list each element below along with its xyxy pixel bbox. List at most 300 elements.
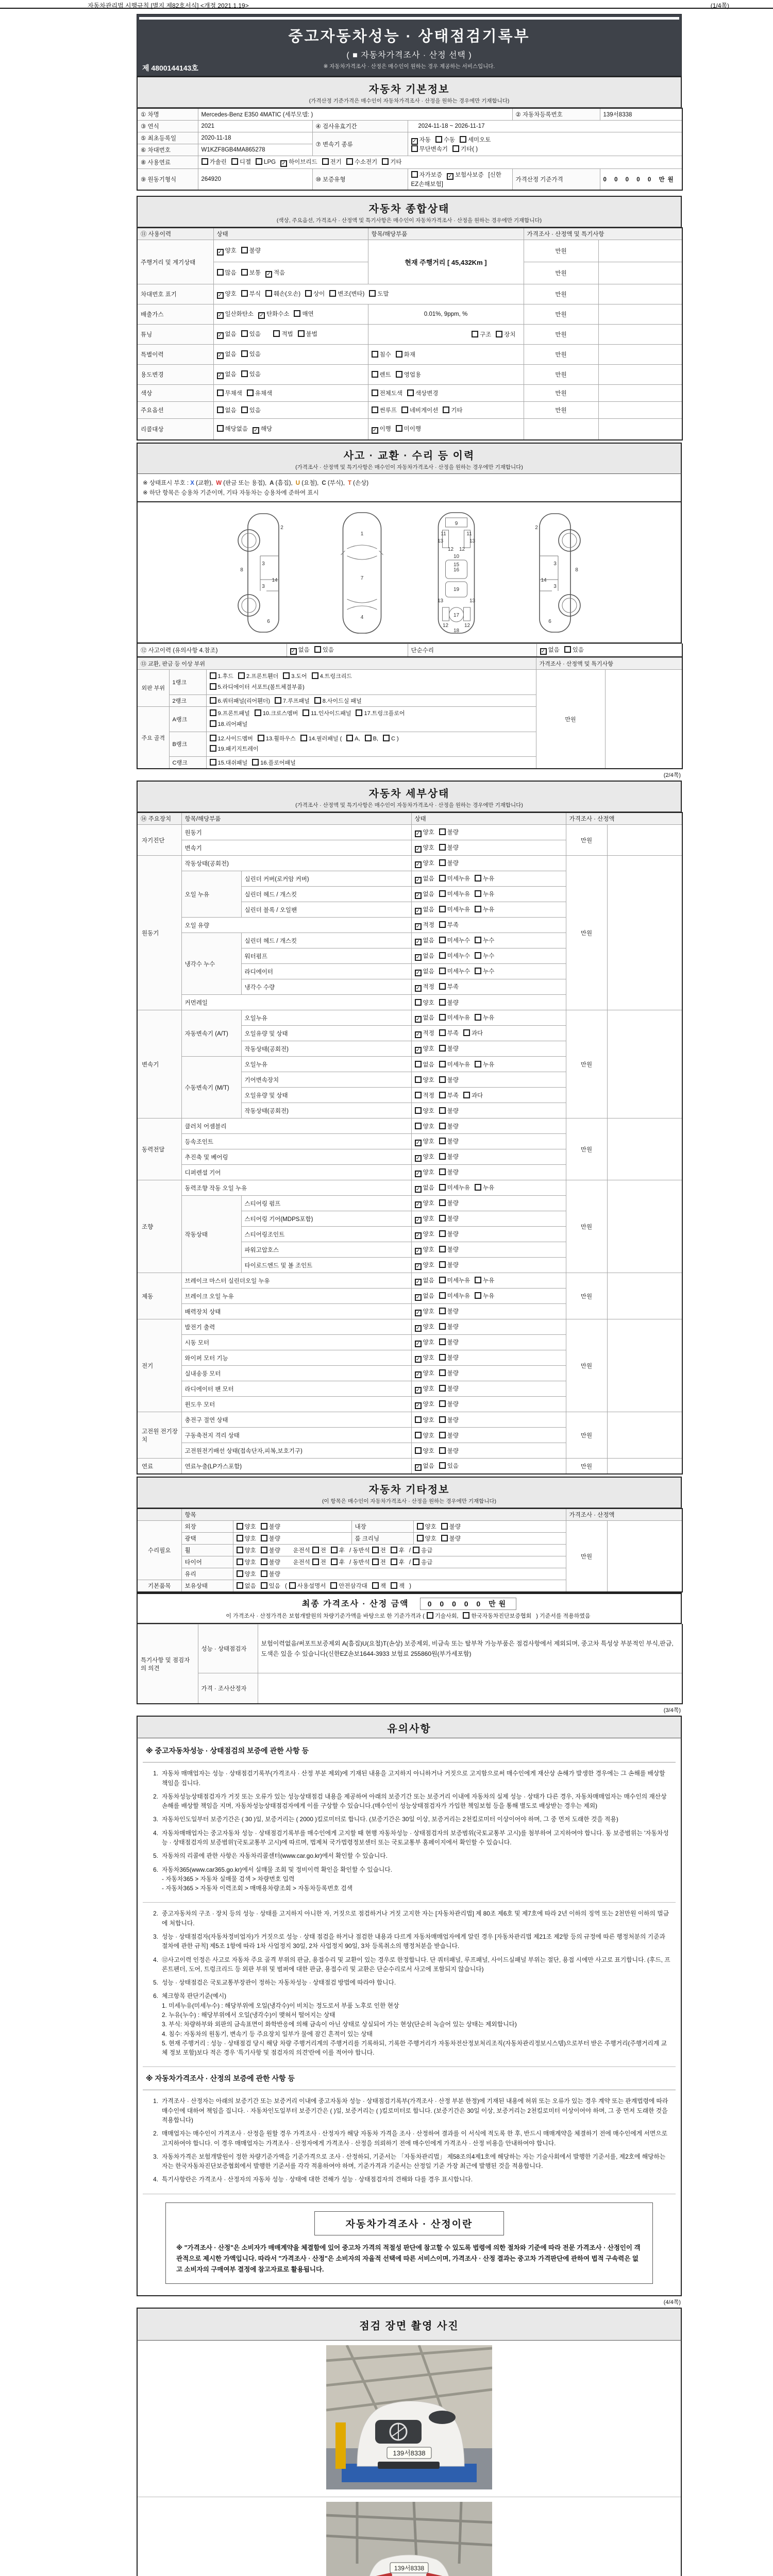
unchecked-checkbox-icon[interactable] — [415, 1076, 422, 1083]
checkbox-option[interactable]: 9.프론트패널 — [210, 710, 250, 717]
checkbox-option[interactable]: 불량 — [439, 1046, 459, 1052]
unchecked-checkbox-icon[interactable] — [475, 890, 481, 897]
unchecked-checkbox-icon[interactable] — [439, 1261, 446, 1268]
checkbox-option[interactable]: 미세누유 — [439, 1278, 470, 1284]
checkbox-option[interactable]: 5.라디에이터 서포트(볼트체결부품) — [210, 684, 305, 690]
checkbox-option[interactable]: 기타 — [443, 408, 462, 414]
unchecked-checkbox-icon[interactable] — [241, 406, 248, 413]
checkbox-option[interactable]: 네비게이션 — [401, 408, 439, 414]
unchecked-checkbox-icon[interactable] — [237, 1535, 243, 1541]
unchecked-checkbox-icon[interactable] — [439, 828, 446, 835]
unchecked-checkbox-icon[interactable] — [396, 371, 402, 378]
checkbox-option[interactable]: 응급 — [413, 1560, 432, 1566]
checkbox-option[interactable]: 누유 — [475, 876, 494, 882]
checkbox-option[interactable]: 불량 — [439, 1231, 459, 1238]
unchecked-checkbox-icon[interactable] — [439, 1045, 446, 1052]
checkbox-option[interactable]: 자가보증 — [411, 172, 442, 178]
checkbox-option[interactable]: 전체도색 — [372, 391, 402, 397]
checkbox-option[interactable]: B, — [365, 736, 378, 742]
checkbox-option[interactable]: 불량 — [261, 1548, 280, 1554]
checkbox-option[interactable]: 불법 — [298, 331, 317, 337]
checkbox-option[interactable]: ✓ 없음 — [415, 876, 434, 882]
checkbox-option[interactable]: 양호 — [415, 1433, 434, 1439]
checkbox-option[interactable]: 부족 — [439, 984, 459, 990]
unchecked-checkbox-icon[interactable] — [463, 1092, 470, 1098]
unchecked-checkbox-icon[interactable] — [439, 1215, 446, 1222]
checkbox-option[interactable]: 7.루프패널 — [275, 698, 310, 704]
checkbox-option[interactable]: 불량 — [439, 1216, 459, 1222]
checked-checkbox-icon[interactable]: ✓ — [415, 1140, 422, 1146]
unchecked-checkbox-icon[interactable] — [439, 890, 446, 897]
checkbox-option[interactable]: 양호 — [237, 1560, 256, 1566]
checkbox-option[interactable]: ✓ 양호 — [415, 1386, 434, 1392]
checkbox-option[interactable]: ✓ 일산화탄소 — [217, 311, 254, 317]
checkbox-option[interactable]: 불량 — [439, 1448, 459, 1454]
unchecked-checkbox-icon[interactable] — [330, 1582, 337, 1589]
checkbox-option[interactable]: 과다 — [463, 1093, 483, 1099]
unchecked-checkbox-icon[interactable] — [261, 1582, 267, 1589]
unchecked-checkbox-icon[interactable] — [439, 1462, 446, 1469]
checkbox-option[interactable]: 8.사이드실 패널 — [314, 698, 362, 704]
checkbox-option[interactable]: 적정 — [415, 1093, 434, 1099]
unchecked-checkbox-icon[interactable] — [252, 759, 259, 766]
checkbox-option[interactable]: 썬루프 — [372, 408, 397, 414]
unchecked-checkbox-icon[interactable] — [439, 1354, 446, 1361]
checked-checkbox-icon[interactable]: ✓ — [415, 1310, 422, 1316]
checkbox-option[interactable]: 불량 — [439, 1433, 459, 1439]
unchecked-checkbox-icon[interactable] — [261, 1547, 267, 1553]
unchecked-checkbox-icon[interactable] — [439, 952, 446, 959]
checkbox-option[interactable]: 전 — [372, 1548, 386, 1554]
checkbox-option[interactable]: 양호 — [417, 1524, 436, 1530]
unchecked-checkbox-icon[interactable] — [475, 1061, 481, 1067]
checked-checkbox-icon[interactable]: ✓ — [415, 970, 422, 976]
unchecked-checkbox-icon[interactable] — [439, 1369, 446, 1376]
unchecked-checkbox-icon[interactable] — [238, 672, 245, 679]
unchecked-checkbox-icon[interactable] — [439, 921, 446, 928]
unchecked-checkbox-icon[interactable] — [356, 709, 362, 716]
unchecked-checkbox-icon[interactable] — [475, 968, 481, 974]
unchecked-checkbox-icon[interactable] — [427, 1612, 433, 1619]
checked-checkbox-icon[interactable]: ✓ — [415, 1201, 422, 1208]
unchecked-checkbox-icon[interactable] — [372, 1582, 379, 1589]
checkbox-option[interactable]: 있음 — [564, 647, 584, 653]
unchecked-checkbox-icon[interactable] — [312, 1558, 319, 1565]
checkbox-option[interactable]: 불량 — [439, 1340, 459, 1346]
checkbox-option[interactable]: ✓ 양호 — [415, 1340, 434, 1346]
unchecked-checkbox-icon[interactable] — [237, 1523, 243, 1530]
checkbox-option[interactable]: 양호 — [415, 1124, 434, 1130]
checkbox-option[interactable]: 도말 — [369, 291, 389, 297]
unchecked-checkbox-icon[interactable] — [241, 269, 248, 276]
checkbox-option[interactable]: 유채색 — [247, 391, 272, 397]
checkbox-option[interactable]: 4.트렁크리드 — [312, 673, 352, 680]
unchecked-checkbox-icon[interactable] — [331, 1547, 338, 1553]
checkbox-option[interactable]: 후 — [391, 1548, 405, 1554]
checked-checkbox-icon[interactable]: ✓ — [258, 312, 265, 319]
checked-checkbox-icon[interactable]: ✓ — [415, 1387, 422, 1394]
unchecked-checkbox-icon[interactable] — [210, 759, 216, 766]
unchecked-checkbox-icon[interactable] — [439, 1123, 446, 1129]
checkbox-option[interactable]: 응급 — [413, 1548, 432, 1554]
checkbox-option[interactable]: 사용설명서 — [289, 1583, 326, 1589]
checkbox-option[interactable]: 누유 — [475, 1185, 494, 1191]
unchecked-checkbox-icon[interactable] — [289, 1582, 296, 1589]
checkbox-option[interactable]: ✓ 없음 — [415, 969, 434, 975]
unchecked-checkbox-icon[interactable] — [365, 735, 372, 741]
unchecked-checkbox-icon[interactable] — [415, 1123, 422, 1129]
checkbox-option[interactable]: 6.쿼터패널(리어휀더) — [210, 698, 271, 704]
checkbox-option[interactable]: ✓ 없음 — [415, 938, 434, 944]
unchecked-checkbox-icon[interactable] — [372, 1547, 379, 1553]
unchecked-checkbox-icon[interactable] — [415, 1416, 422, 1423]
checked-checkbox-icon[interactable]: ✓ — [253, 427, 259, 434]
unchecked-checkbox-icon[interactable] — [439, 1168, 446, 1175]
checkbox-option[interactable]: 누유 — [475, 1015, 494, 1021]
checkbox-option[interactable]: ✓ 양호 — [415, 829, 434, 836]
unchecked-checkbox-icon[interactable] — [210, 735, 216, 741]
unchecked-checkbox-icon[interactable] — [241, 330, 248, 337]
checkbox-option[interactable]: 10.크로스멤버 — [255, 710, 298, 717]
unchecked-checkbox-icon[interactable] — [475, 952, 481, 959]
checkbox-option[interactable]: 부식 — [241, 291, 261, 297]
unchecked-checkbox-icon[interactable] — [294, 310, 300, 317]
checkbox-option[interactable]: 색상변경 — [407, 391, 438, 397]
unchecked-checkbox-icon[interactable] — [283, 672, 290, 679]
checkbox-option[interactable]: 14.필러패널 ( — [300, 736, 342, 742]
checkbox-option[interactable]: 19.패키지트레이 — [210, 746, 259, 752]
checkbox-option[interactable]: 양호 — [237, 1536, 256, 1542]
checked-checkbox-icon[interactable]: ✓ — [415, 831, 422, 837]
checkbox-option[interactable]: 불량 — [439, 1200, 459, 1207]
unchecked-checkbox-icon[interactable] — [439, 1107, 446, 1114]
checked-checkbox-icon[interactable]: ✓ — [415, 1464, 422, 1471]
unchecked-checkbox-icon[interactable] — [415, 1107, 422, 1114]
unchecked-checkbox-icon[interactable] — [439, 1432, 446, 1438]
checkbox-option[interactable]: 미세누유 — [439, 907, 470, 913]
checkbox-option[interactable]: ✓ 적정 — [415, 922, 434, 928]
checkbox-option[interactable]: 보통 — [241, 270, 261, 276]
checkbox-option[interactable]: 적법 — [273, 331, 293, 337]
checked-checkbox-icon[interactable]: ✓ — [415, 1263, 422, 1270]
unchecked-checkbox-icon[interactable] — [413, 1547, 419, 1553]
checkbox-option[interactable]: 과다 — [463, 1030, 483, 1037]
unchecked-checkbox-icon[interactable] — [475, 1292, 481, 1299]
checkbox-option[interactable]: 양호 — [237, 1524, 256, 1530]
unchecked-checkbox-icon[interactable] — [475, 937, 481, 943]
checkbox-option[interactable]: 불량 — [261, 1536, 280, 1542]
checkbox-option[interactable]: 많음 — [217, 270, 237, 276]
unchecked-checkbox-icon[interactable] — [463, 1029, 470, 1036]
checkbox-option[interactable]: ✓ 양호 — [415, 845, 434, 851]
unchecked-checkbox-icon[interactable] — [439, 1092, 446, 1098]
unchecked-checkbox-icon[interactable] — [217, 406, 224, 413]
checkbox-option[interactable]: 없음 — [415, 1062, 434, 1068]
unchecked-checkbox-icon[interactable] — [396, 351, 402, 358]
checkbox-option[interactable]: 양호 — [415, 1417, 434, 1423]
unchecked-checkbox-icon[interactable] — [265, 290, 272, 297]
checkbox-option[interactable]: 불량 — [439, 1262, 459, 1268]
checkbox-option[interactable]: 후 — [391, 1560, 405, 1566]
unchecked-checkbox-icon[interactable] — [237, 1558, 243, 1565]
checkbox-option[interactable]: ✓ 없음 — [415, 1278, 434, 1284]
unchecked-checkbox-icon[interactable] — [383, 735, 390, 741]
unchecked-checkbox-icon[interactable] — [475, 1014, 481, 1021]
checkbox-option[interactable]: 전 — [312, 1560, 326, 1566]
checkbox-option[interactable]: ✓ 자동 — [411, 137, 431, 143]
unchecked-checkbox-icon[interactable] — [439, 859, 446, 866]
unchecked-checkbox-icon[interactable] — [475, 1184, 481, 1191]
checkbox-option[interactable]: ✓ 양호 — [217, 291, 237, 297]
checkbox-option[interactable]: 있음 — [261, 1583, 280, 1589]
unchecked-checkbox-icon[interactable] — [452, 145, 459, 152]
checkbox-option[interactable]: 후 — [331, 1560, 345, 1566]
checkbox-option[interactable]: 기타 — [382, 159, 401, 165]
checkbox-option[interactable]: 가솔린 — [201, 159, 227, 165]
unchecked-checkbox-icon[interactable] — [439, 1385, 446, 1392]
checkbox-option[interactable]: 15.대쉬패널 — [210, 760, 248, 766]
checkbox-option[interactable]: 누유 — [475, 1062, 494, 1068]
checkbox-option[interactable]: 누유 — [475, 907, 494, 913]
checkbox-option[interactable]: 미세누유 — [439, 1015, 470, 1021]
unchecked-checkbox-icon[interactable] — [346, 735, 353, 741]
checked-checkbox-icon[interactable]: ✓ — [415, 877, 422, 884]
checkbox-option[interactable]: ✓ 없음 — [217, 351, 237, 358]
checkbox-option[interactable]: 양호 — [415, 1000, 434, 1006]
checked-checkbox-icon[interactable]: ✓ — [415, 1016, 422, 1023]
unchecked-checkbox-icon[interactable] — [382, 158, 389, 165]
unchecked-checkbox-icon[interactable] — [411, 171, 418, 178]
unchecked-checkbox-icon[interactable] — [415, 1432, 422, 1438]
checkbox-option[interactable]: 누수 — [475, 953, 494, 959]
checkbox-option[interactable]: 훼손(오손) — [265, 291, 300, 297]
checkbox-option[interactable]: 누유 — [475, 891, 494, 897]
checkbox-option[interactable]: ✓ 양호 — [415, 1309, 434, 1315]
unchecked-checkbox-icon[interactable] — [391, 1582, 397, 1589]
checkbox-option[interactable]: 양호 — [237, 1548, 256, 1554]
checkbox-option[interactable]: 불량 — [439, 1309, 459, 1315]
checkbox-option[interactable]: ✓ 양호 — [415, 1139, 434, 1145]
checkbox-option[interactable]: 2.프론트휀더 — [238, 673, 278, 680]
unchecked-checkbox-icon[interactable] — [303, 709, 309, 716]
unchecked-checkbox-icon[interactable] — [273, 330, 280, 337]
checked-checkbox-icon[interactable]: ✓ — [415, 1248, 422, 1255]
unchecked-checkbox-icon[interactable] — [217, 425, 224, 432]
unchecked-checkbox-icon[interactable] — [210, 683, 216, 690]
checkbox-option[interactable]: 불량 — [439, 1324, 459, 1330]
checkbox-option[interactable]: 있음 — [439, 1463, 459, 1469]
unchecked-checkbox-icon[interactable] — [439, 1199, 446, 1206]
unchecked-checkbox-icon[interactable] — [439, 1184, 446, 1191]
checkbox-option[interactable]: 불량 — [439, 1417, 459, 1423]
unchecked-checkbox-icon[interactable] — [312, 672, 318, 679]
checkbox-option[interactable]: 3.도어 — [283, 673, 307, 680]
unchecked-checkbox-icon[interactable] — [415, 1061, 422, 1067]
checkbox-option[interactable]: ✓ 없음 — [415, 907, 434, 913]
unchecked-checkbox-icon[interactable] — [475, 875, 481, 882]
checkbox-option[interactable]: ✓ 양호 — [415, 1200, 434, 1207]
unchecked-checkbox-icon[interactable] — [258, 735, 264, 741]
checked-checkbox-icon[interactable]: ✓ — [415, 861, 422, 868]
checked-checkbox-icon[interactable]: ✓ — [415, 923, 422, 930]
checkbox-option[interactable]: 불량 — [439, 1170, 459, 1176]
unchecked-checkbox-icon[interactable] — [372, 389, 378, 396]
checkbox-option[interactable]: 세미오토 — [460, 137, 491, 143]
checkbox-option[interactable]: ✓ 없음 — [415, 1185, 434, 1191]
checkbox-option[interactable]: 1.후드 — [210, 673, 233, 680]
checked-checkbox-icon[interactable]: ✓ — [415, 908, 422, 914]
unchecked-checkbox-icon[interactable] — [417, 1523, 424, 1530]
checkbox-option[interactable]: ✓ 없음 — [415, 1015, 434, 1021]
checkbox-option[interactable]: ✓ 양호 — [415, 1231, 434, 1238]
checked-checkbox-icon[interactable]: ✓ — [415, 1325, 422, 1332]
checkbox-option[interactable]: ✓ 양호 — [415, 1324, 434, 1330]
unchecked-checkbox-icon[interactable] — [305, 290, 312, 297]
checkbox-option[interactable]: 미세누유 — [439, 891, 470, 897]
unchecked-checkbox-icon[interactable] — [439, 1061, 446, 1067]
checkbox-option[interactable]: 잭 — [372, 1583, 386, 1589]
checkbox-option[interactable]: 있음 — [241, 331, 261, 337]
checkbox-option[interactable]: ✓ 적정 — [415, 984, 434, 990]
checkbox-option[interactable]: 부족 — [439, 1093, 459, 1099]
unchecked-checkbox-icon[interactable] — [439, 875, 446, 882]
unchecked-checkbox-icon[interactable] — [439, 906, 446, 912]
checkbox-option[interactable]: 수소전기 — [346, 159, 377, 165]
checkbox-option[interactable]: ✓ 없음 — [415, 1293, 434, 1299]
checkbox-option[interactable]: 불량 — [439, 1386, 459, 1392]
checkbox-option[interactable]: 영업용 — [396, 372, 421, 378]
unchecked-checkbox-icon[interactable] — [415, 1447, 422, 1454]
checkbox-option[interactable]: ✓ 탄화수소 — [258, 311, 289, 317]
checkbox-option[interactable]: 불량 — [261, 1560, 280, 1566]
checkbox-option[interactable]: 침수 — [372, 352, 391, 358]
unchecked-checkbox-icon[interactable] — [401, 406, 408, 413]
unchecked-checkbox-icon[interactable] — [237, 1570, 243, 1577]
unchecked-checkbox-icon[interactable] — [439, 1230, 446, 1237]
unchecked-checkbox-icon[interactable] — [298, 330, 305, 337]
checkbox-option[interactable]: ✓ 양호 — [415, 1046, 434, 1052]
checkbox-option[interactable]: 상이 — [305, 291, 325, 297]
unchecked-checkbox-icon[interactable] — [439, 937, 446, 943]
checkbox-option[interactable]: 불량 — [441, 1536, 461, 1542]
checked-checkbox-icon[interactable]: ✓ — [217, 312, 224, 319]
checkbox-option[interactable]: 무단변속기 — [411, 146, 448, 152]
checkbox-option[interactable]: ✓ 양호 — [217, 248, 237, 254]
unchecked-checkbox-icon[interactable] — [396, 425, 402, 432]
checkbox-option[interactable]: 미세누유 — [439, 1185, 470, 1191]
unchecked-checkbox-icon[interactable] — [331, 1558, 338, 1565]
unchecked-checkbox-icon[interactable] — [439, 1029, 446, 1036]
checkbox-option[interactable]: 불량 — [439, 1077, 459, 1083]
unchecked-checkbox-icon[interactable] — [439, 999, 446, 1006]
unchecked-checkbox-icon[interactable] — [439, 1416, 446, 1423]
checked-checkbox-icon[interactable]: ✓ — [415, 1031, 422, 1038]
checked-checkbox-icon[interactable]: ✓ — [415, 1232, 422, 1239]
unchecked-checkbox-icon[interactable] — [439, 1400, 446, 1407]
unchecked-checkbox-icon[interactable] — [346, 158, 353, 165]
unchecked-checkbox-icon[interactable] — [300, 735, 307, 741]
checked-checkbox-icon[interactable]: ✓ — [372, 427, 378, 434]
checkbox-option[interactable]: ✓ 양호 — [415, 1247, 434, 1253]
unchecked-checkbox-icon[interactable] — [329, 290, 336, 297]
checkbox-option[interactable]: 양호 — [415, 1077, 434, 1083]
unchecked-checkbox-icon[interactable] — [275, 697, 281, 704]
unchecked-checkbox-icon[interactable] — [261, 1558, 267, 1565]
checkbox-option[interactable]: ✓ 양호 — [415, 860, 434, 867]
checkbox-option[interactable]: 미세누수 — [439, 953, 470, 959]
checkbox-option[interactable]: 불량 — [439, 1401, 459, 1408]
checkbox-option[interactable]: 누유 — [475, 1278, 494, 1284]
checkbox-option[interactable]: 화재 — [396, 352, 415, 358]
unchecked-checkbox-icon[interactable] — [407, 389, 414, 396]
unchecked-checkbox-icon[interactable] — [372, 406, 378, 413]
checkbox-option[interactable]: 매연 — [294, 311, 313, 317]
unchecked-checkbox-icon[interactable] — [314, 697, 321, 704]
unchecked-checkbox-icon[interactable] — [443, 406, 449, 413]
checkbox-option[interactable]: 13.휠하우스 — [258, 736, 296, 742]
checkbox-option[interactable]: 불량 — [261, 1524, 280, 1530]
checked-checkbox-icon[interactable]: ✓ — [265, 271, 272, 278]
checkbox-option[interactable]: 있음 — [314, 647, 334, 653]
unchecked-checkbox-icon[interactable] — [241, 290, 248, 297]
unchecked-checkbox-icon[interactable] — [564, 646, 571, 653]
checked-checkbox-icon[interactable]: ✓ — [415, 1171, 422, 1177]
unchecked-checkbox-icon[interactable] — [261, 1523, 267, 1530]
checkbox-option[interactable]: C ) — [383, 736, 399, 742]
checked-checkbox-icon[interactable]: ✓ — [217, 372, 224, 379]
checkbox-option[interactable]: 누수 — [475, 969, 494, 975]
unchecked-checkbox-icon[interactable] — [237, 1582, 243, 1589]
checkbox-option[interactable]: 있음 — [241, 408, 261, 414]
checkbox-option[interactable]: 미세누유 — [439, 1293, 470, 1299]
checkbox-option[interactable]: ✓ 양호 — [415, 1216, 434, 1222]
checked-checkbox-icon[interactable]: ✓ — [540, 648, 547, 655]
checkbox-option[interactable]: 16.플로어패널 — [252, 760, 295, 766]
unchecked-checkbox-icon[interactable] — [475, 1277, 481, 1283]
unchecked-checkbox-icon[interactable] — [415, 1092, 422, 1098]
checkbox-option[interactable]: ✓ 없음 — [217, 371, 237, 378]
checked-checkbox-icon[interactable]: ✓ — [415, 1341, 422, 1347]
checkbox-option[interactable]: 미세누수 — [439, 938, 470, 944]
checkbox-option[interactable]: 18.리어패널 — [210, 721, 248, 727]
unchecked-checkbox-icon[interactable] — [369, 290, 376, 297]
checkbox-option[interactable]: 미세누수 — [439, 969, 470, 975]
unchecked-checkbox-icon[interactable] — [210, 720, 216, 727]
checkbox-option[interactable]: 전 — [372, 1560, 386, 1566]
checked-checkbox-icon[interactable]: ✓ — [415, 1402, 422, 1409]
unchecked-checkbox-icon[interactable] — [475, 906, 481, 912]
checkbox-option[interactable]: 불량 — [439, 1124, 459, 1130]
unchecked-checkbox-icon[interactable] — [210, 672, 216, 679]
unchecked-checkbox-icon[interactable] — [439, 1323, 446, 1330]
checkbox-option[interactable]: 미이행 — [396, 426, 421, 432]
unchecked-checkbox-icon[interactable] — [314, 646, 321, 653]
checkbox-option[interactable]: 불량 — [439, 1000, 459, 1006]
checked-checkbox-icon[interactable]: ✓ — [280, 160, 287, 167]
checked-checkbox-icon[interactable]: ✓ — [411, 138, 418, 145]
unchecked-checkbox-icon[interactable] — [439, 1292, 446, 1299]
checked-checkbox-icon[interactable]: ✓ — [415, 954, 422, 961]
unchecked-checkbox-icon[interactable] — [439, 968, 446, 974]
unchecked-checkbox-icon[interactable] — [231, 158, 238, 165]
unchecked-checkbox-icon[interactable] — [439, 1014, 446, 1021]
checkbox-option[interactable]: 부족 — [439, 1030, 459, 1037]
checkbox-option[interactable]: 양호 — [237, 1571, 256, 1578]
unchecked-checkbox-icon[interactable] — [217, 269, 224, 276]
unchecked-checkbox-icon[interactable] — [322, 158, 329, 165]
checkbox-option[interactable]: 기타( ) — [452, 146, 478, 152]
unchecked-checkbox-icon[interactable] — [237, 1547, 243, 1553]
